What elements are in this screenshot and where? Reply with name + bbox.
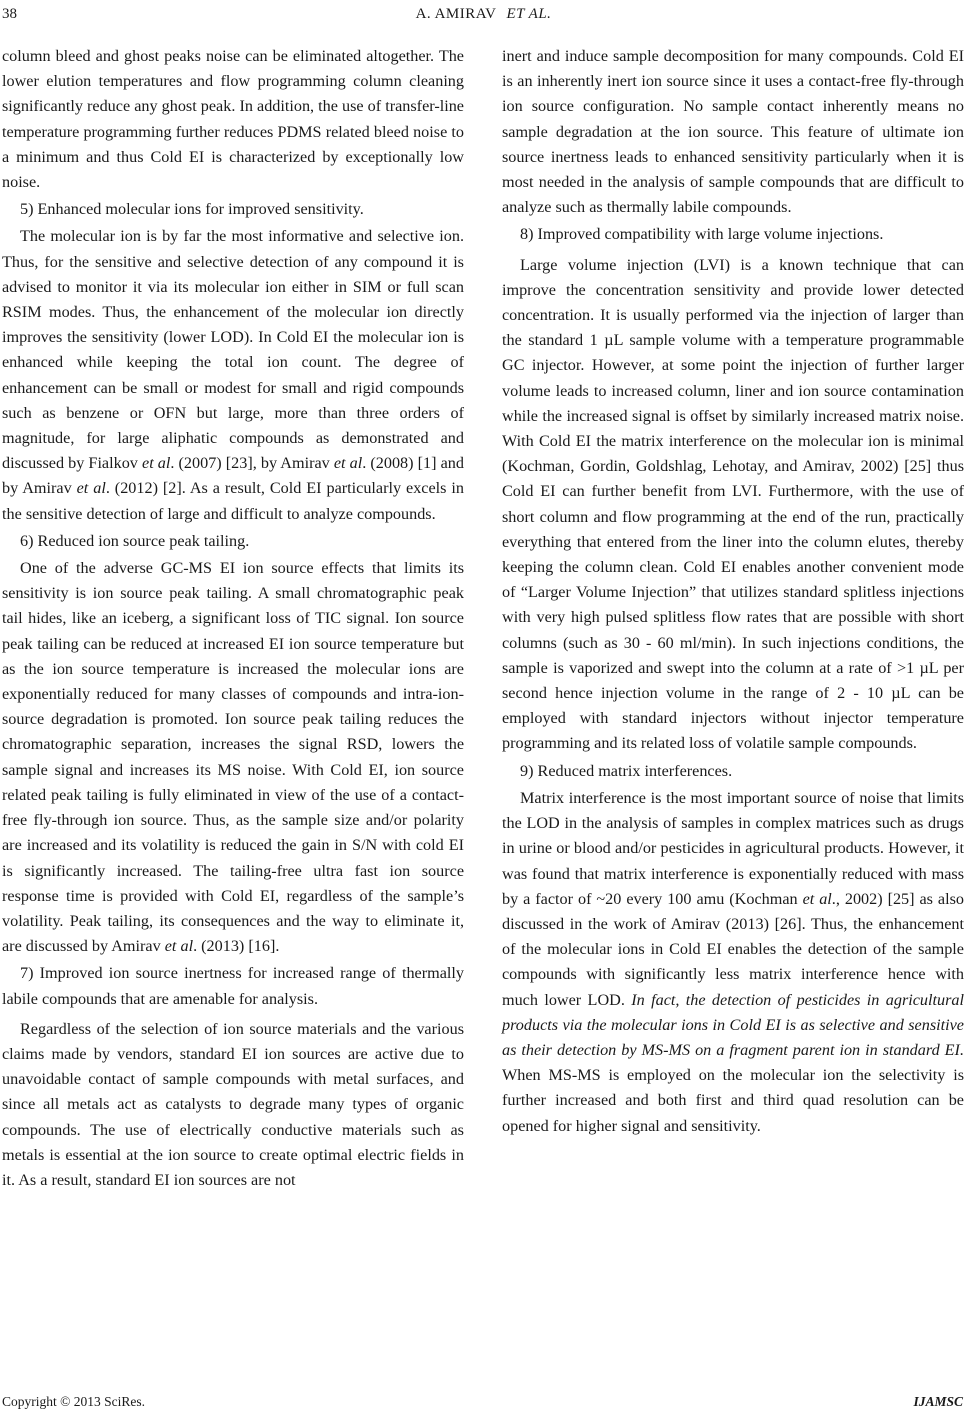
journal-abbrev: IJAMSC xyxy=(913,1394,963,1409)
left-column xyxy=(2,44,464,1193)
page-footer xyxy=(0,1394,967,1412)
paragraph: The molecular ion is by far the most informative and selective ion. Thus, for the sensitive and selective detection of any compound it is advised to monitor it via its molecular ion either in SIM or full scan RSIM modes. Thus, the enhancement of the molecular ion directly improves the sensitivity (lower LOD). In Cold EI the molecular ion is enhanced while keeping the total ion count. The degree of enhancement can be small or modest for small and rigid compounds such as benzene or OFN but large, more than three orders of magnitude, for large aliphatic compounds as demonstrated and discussed by Fialkov et al. (2007) [23], by Amirav et al. (2008) [1] and by Amirav et al. (2012) [2]. As a result, Cold EI particularly excels in the sensitive detection of large and difficult to analyze compounds. xyxy=(2,227,464,523)
paragraph: Matrix interference is the most important source of noise that limits the LOD in the analysis of samples in complex matrices such as drugs in urine or blood and/or pesticides in agricultural products. However, it was found that matrix interference is exponentially reduced with mass by a factor of ~20 every 100 amu (Kochman et al., 2002) [25] as also discussed in the work of Amirav (2013) [26]. Thus, the enhancement of the molecular ions in Cold EI enables the detection of the sample compounds with significantly less matrix interference hence with much lower LOD. In fact, the detection of pesticides in agricultural products via the molecular ions in Cold EI is as selective and sensitive as their detection by MS-MS on a fragment parent ion in standard EI. When MS-MS is employed on the molecular ion the selectivity is further increased and both first and third quad resolution can be opened for higher signal and sensitivity. xyxy=(502,788,965,1135)
running-head-authors xyxy=(0,6,967,23)
paragraph: column bleed and ghost peaks noise can be eliminated altogether. The lower elution temperatures and flow programming column cleaning significantly reduce any ghost peak. In addition, the use of transfer-line temperature programming further reduces PDMS related bleed noise to a minimum and thus Cold EI is characterized by exceptionally low noise. xyxy=(2,47,464,192)
paragraph: Large volume injection (LVI) is a known technique that can improve the concentration sensitivity and provide lower detected concentration. It is usually performed via the injection of larger than the standard 1 µL sample volume with a temperature programmable GC injector. However, at some point the injection of further larger volume leads to increased column, liner and ion source contamination while the increased signal is offset by similarly increased matrix noise. With Cold EI the matrix interference on the molecular ion is minimal (Kochman, Gordin, Goldshlag, Lehotay, and Amirav, 2002) [25] thus Cold EI can further benefit from LVI. Furthermore, with the use of short column and flow programming at the end of the run, practically everything that entered from the liner into the column elutes, thereby keeping the column clean. Cold EI enables another convenient mode of “Larger Volume Injection” that utilizes standard splitless injections with very high pulsed splitless flow rates that are possible with short columns (such as 30 - 60 ml/min). In such injections conditions, the sample is vaporized and swept into the column at a rate of >1 µL per second hence injection volume in the range of 2 - 10 µL can be employed with standard injectors without injector temperature programming and its related loss of volatile sample compounds. xyxy=(502,255,964,753)
section-heading-6: 6) Reduced ion source peak tailing. xyxy=(20,531,250,550)
paragraph: inert and induce sample decomposition for many compounds. Cold EI is an inherently inert ion source since it uses a contact-free fly-through ion source configuration. No sample contact inherently means no sample degradation at the ion source. This feature of ultimate ion source inertness leads to enhanced sensitivity particularly when it is most needed in the analysis of sample compounds that are difficult to analyze such as thermally labile compounds. xyxy=(502,47,964,217)
running-header xyxy=(0,6,967,28)
page-number: 38 xyxy=(2,6,17,22)
right-column xyxy=(502,44,964,1139)
author-name: A. AMIRAV xyxy=(415,6,497,22)
section-heading-8: 8) Improved compatibility with large volume injections. xyxy=(520,225,884,244)
paragraph: One of the adverse GC-MS EI ion source effects that limits its sensitivity is ion source peak tailing. A small chromatographic peak tail hides, like an iceberg, a significant loss of TIC signal. Ion source peak tailing can be reduced at increased EI ion source temperature but as the ion source temperature is increased the molecular ions are exponentially reduced for many classes of compounds and intra-ion-source degradation is promoted. Ion source peak tailing reduces the chromatographic separation, increases the signal RSD, lowers the sample signal and increases its MS noise. With Cold EI, ion source related peak tailing is fully eliminated in view of the use of a contact-free fly-through ion source. Thus, as the sample size and/or polarity are increased and its volatility is reduced the gain in S/N with cold EI is significantly increased. The tailing-free ultra fast ion source response time is provided with Cold EI, regardless of the sample’s volatility. Peak tailing, its consequences and the way to eliminate it, are discussed by Amirav et al. (2013) [16]. xyxy=(2,559,464,956)
section-heading-7: 7) Improved ion source inertness for increased range of thermally labile compounds that are amenable for analysis. xyxy=(2,964,464,1008)
paragraph: Regardless of the selection of ion source materials and the various claims made by vendors, standard EI ion sources are active due to unavoidable contact of sample compounds with metal surfaces, and since all metals act as catalysts to degrade many types of organic compounds. The use of electrically conductive materials such as metals is essential at the ion source to create optimal electric fields in it. As a result, standard EI ion sources are not xyxy=(2,1019,464,1189)
author-et-al: ET AL. xyxy=(506,6,552,22)
section-heading-9: 9) Reduced matrix interferences. xyxy=(520,761,733,780)
copyright-notice: Copyright © 2013 SciRes. xyxy=(2,1394,146,1409)
section-heading-5: 5) Enhanced molecular ions for improved sensitivity. xyxy=(20,200,364,219)
